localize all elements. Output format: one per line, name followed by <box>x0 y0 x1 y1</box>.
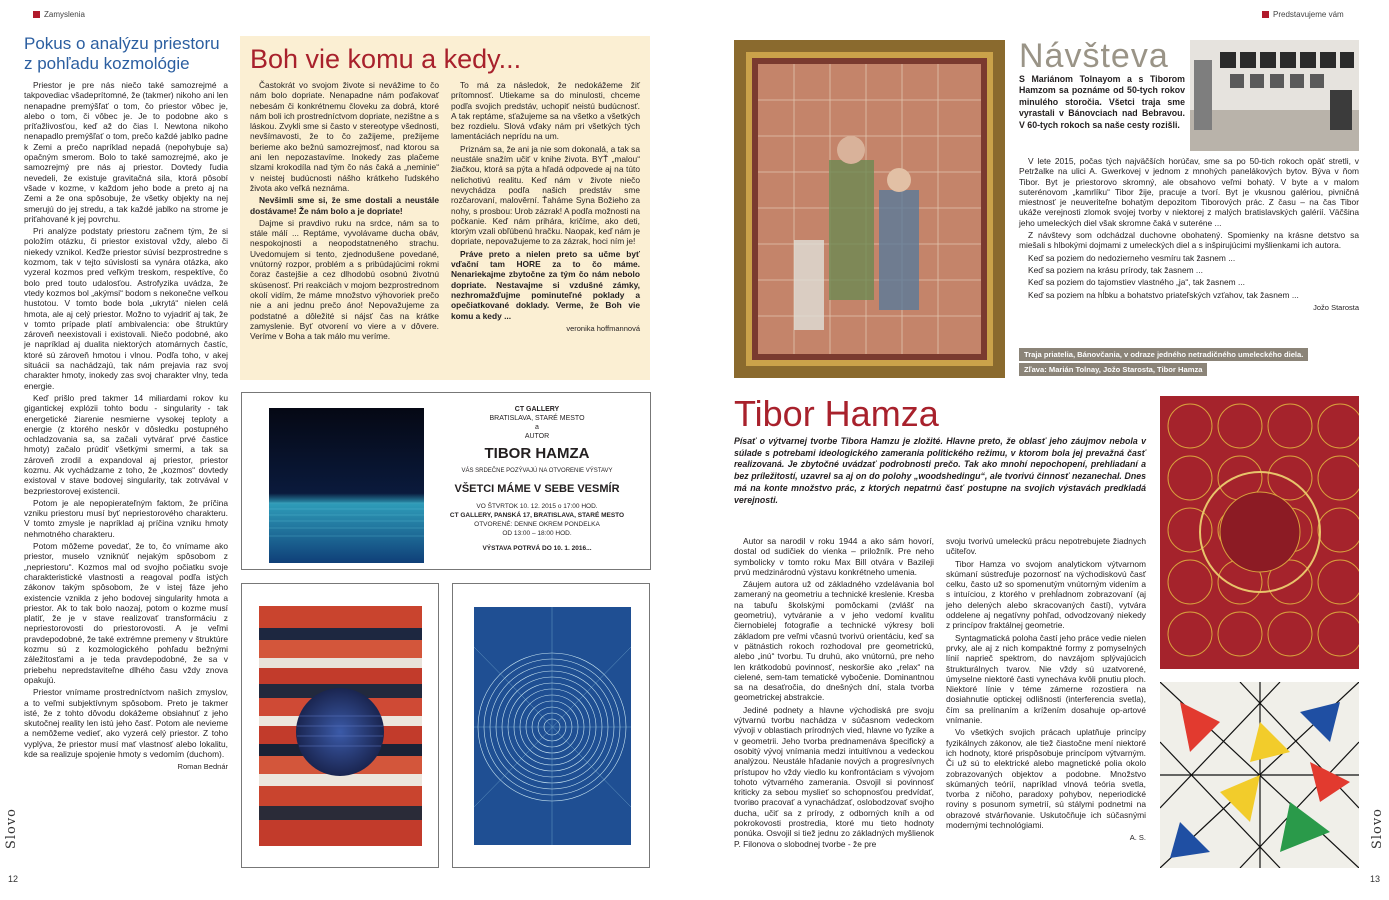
page-number: 12 <box>8 874 19 884</box>
author-signature: Jožo Starosta <box>1313 302 1359 312</box>
invitation-artwork <box>269 408 424 563</box>
artwork-red-circles <box>1160 396 1359 669</box>
artwork-red-sphere <box>259 606 422 846</box>
paragraph: Priznám sa, že ani ja nie som dokonalá, a tak sa neustále snažím učiť v knihe života. BYŤ „malou“ žiačkou, ktorá sa pýta a hľadá odpovede aj na túto nelichotivú realitu. Keď nám v živote niečo nevychádza podľa našich predstáv sme rozčarovaní, malověrní. Ťaháme Syna Božieho za nohy, s prosbou: Urob zázrak! A podľa možnosti na počkanie. Keď nám prihára, kričíme, ako deti, ktorým vzali obľúbenú hračku. Naopak, keď nám je dopriate, nepovažujeme to za zázrak, hoci ním je! <box>451 143 640 247</box>
verse-line: Keď sa poziem na krásu prírody, tak žasnem ... <box>1028 264 1203 275</box>
article-column-2 <box>451 80 640 343</box>
paragraph: Tibor Hamza vo svojom analytickom výtvarnom skúmaní sústreďuje pozornosť na východiskovú časť celku, často už so spomenutým vnútorným videním a s intuíciou, z ktorého v prehĺadnom zobrazovaní (aj jeho delených alebo skracovaných častí), vytvára oddelene aj negatívny pohľad, odvodzovaný niekedy z princípov fraktálnej geometrie. <box>946 558 1146 631</box>
exhibition-invitation <box>241 392 651 570</box>
invitation-line: AUTOR <box>524 433 550 440</box>
photo-gallery-room <box>1190 40 1359 151</box>
article-body <box>24 80 228 771</box>
paragraph: Syntagmatická poloha častí jeho práce vedie nielen prvky, ale aj z nich kompaktné formy z pomyselných línií naprieč spektrom, do navzájom splývajúcich štrukturálnych tvarov. Nie vždy sú uzatvorené, úmyselne niektoré časti vynecháva kvôli pnutiu ploch. Niektoré línie v téme zámerne rozostiera na dosiahnutie optickej odlišnosti (interferencia svetla), čím sa prelínaním a krížením dosahuje op-artové vnímanie. <box>946 632 1146 726</box>
verse-line: Keď sa poziem na hĺbku a bohatstvo priateľských vzťahov, tak žasnem ... <box>1028 289 1299 300</box>
author-signature: A. S. <box>1129 833 1146 843</box>
brand-logo: Slovo <box>4 808 19 850</box>
artwork-frame-2 <box>452 583 650 868</box>
artwork-blue-circles <box>474 607 631 845</box>
paragraph: Jediné podnety a hlavne východiská pre svoju výtvarnú tvorbu nachádza v súčasnom vedeckom vývoji v oblastiach prírodných vied, hlavne vo fyzike a v geometrii. Jeho tvorba prednamenáva špecifický a osobitý vývoj vnímania medzi intuitívnou a vedeckou analýzou. Neustále hľadanie nových a progresívnych prístupov ho vždy viedlo ku konfrontáciam s vývojom tohoto výtvarného zamerania. Osvojil si povinnosť kriticky za sebou myslieť so schopnosťou predvídať, tvoriво pracovať a vynachádzať, oslobodzovať svojho ducha, učiť sa z prírody, z odborných kníh a od pokrokovosti prostredia, ktoré mu tieto hodnoty ponúka. Osvojil si tiež jednu zo základných myšlienok P. Filonova o slobodnej tvorbe - že pre <box>734 704 934 849</box>
paragraph: To má za následok, že nedokážeme žiť prítomnosť. Utiekame sa do minulosti, chceme podľa svojich predstáv, uchopiť neistú budúcnosť. A tak reptáme, sťažujeme sa na všetko a všetkých bez rozdielu. Slová vďaky nám pri všetkých tých lamentáciách neprídu na um. <box>451 80 640 142</box>
paragraph: Autor sa narodil v roku 1944 a ako sám hovorí, dostal od sudičiek do vienka – priložník. Pre neho symbolicky v tomto roku Max Bill otvára v Bazileji prvú medzinárodnú výstavu konkrétneho umenia. <box>734 536 934 577</box>
section-tag-zamyslenia: Zamyslenia <box>33 10 85 19</box>
hamza-column-1 <box>734 536 934 851</box>
photo-caption-2: Zľava: Marián Tolnay, Jožo Starosta, Tibor Hamza <box>1019 363 1207 376</box>
author-signature: Roman Bednár <box>177 762 228 772</box>
verse-line: Keď sa poziem do nedozierneho vesmíru tak žasnem ... <box>1028 252 1236 263</box>
article-title: Boh vie komu a kedy... <box>250 44 522 74</box>
invitation-line: VÝSTAVA POTRVÁ DO 10. 1. 2016... <box>482 545 592 552</box>
invitation-line: VÁS SRDEČNE POZÝVAJÚ NA OTVORENIE VÝSTAVY <box>461 468 613 474</box>
paragraph: Priestor vnímame prostredníctvom našich zmyslov, a to veľmi subjektívnym spôsobom. Preto je takmer isté, že z tohto dôvodu dokážeme obsiahnuť z jeho skutočnej reality len istú jeho časť. Potom ale nevieme a nemôžeme vedieť, ako vyzerá celý priestor. Z toho vyplýva, že priestor musí mať vlastnosť alebo lokalitu, kde sa realizuje spojenie hmoty s vedomím (duchom). <box>24 687 228 759</box>
paragraph: Potom môžeme povedať, že to, čo vnímame ako priestor, muselo vzniknúť nejakým spôsobom z „nepriestoru“. Kozmos mal od svojho počiatku svoje charakteristické vlastnosti a reagoval podľa istých zákonov takým spôsobom, že v istej fáze jeho existencie vznikla z jeho bodovej singularity hmota a priestor. Ak to tak bolo naozaj, potom o kozme musí platiť, že je v stave realizovať transformáciu z nepriestorovosti do priestorovosti. A je veľmi pravdepodobné, že také extrémne premeny v štruktúre kozmu sú z kozmologického pohľadu bežnými záležitosťami a je teda pravdepodobné, že sa v priebehu nepredstaviteľne dlhého času vždy znova opakujú. <box>24 541 228 685</box>
invitation-line: a <box>535 424 539 431</box>
paragraph: Vo všetkých svojich prácach uplatňuje princípy fyzikálnych zákonov, ale tiež čiastočne mení niektoré ich hodnoty, ktoré prispôsobuje princípom výtvarným. Či už sú to elektrické alebo magnetické polia okolo zobrazovaných objektov a podobne. Množstvo skúmaných teórií, napríklad vlnová teória svetla, tvorba z ničoho, paradoxy pohybov, neperiodické roviny s posunom symetrií, sú stálymi podnetmi na obrazové stvárňovanie. Uskutočňuje ich súčasnými modernými technológiami. <box>946 727 1146 831</box>
invitation-exhibition-title: VŠETCI MÁME V SEBE VESMÍR <box>454 483 620 495</box>
invitation-artist-name: TIBOR HAMZA <box>484 445 590 462</box>
article-cosmology <box>24 34 228 771</box>
paragraph: Dajme si pravdivo ruku na srdce, nám sa to stále málí ... Reptáme, vyvolávame ducha obáv, nespokojnosti a neopodstatneného strachu. Uvedomujem si tento, zjednodušene povedané, vnútorný rozpor, problém a s pribúdajúcimi rokmi čoraz častejšie a cez dlhodobú osobnú životnú skúsenosť. Pri reakciách v mojom bezprostrednom okolí vidím, že máme množstvo výhovoriek prečo nie a ani jednu prečo áno! Nepovažujeme za podstatné a dôležité si nájsť čas na krátke zamyslenie. Byť otvorení vo viere a v dôvere. Veríme v Boha a tak málo mu veríme. <box>250 217 439 342</box>
invitation-line: CT GALLERY, PANSKÁ 17, BRATISLAVA, STARÉ MESTO <box>449 512 625 519</box>
paragraph: Záujem autora už od základného vzdelávania bol zameraný na geometriu a technické kreslenie. Kresba na tabuľu školskými pomôckami (zvlášť na geometriu), vytváranie a v jeho vedomí kvalitu čiernobielej fotografie a technické výkresy boli základom pre veľmi včasnú tvorivú orientáciu, keď sa v pätnástich rokoch rozhodoval pre geometrickú, alebo „inú“ tvorbu. Tu druhú, ako vnútornú, pre neho len krátkodobú povinnosť, neskoršie ako „relax“ na cielené, sem-tam tematické vybočenie. Dominantnou sa na desaťročia, do dnešných dní, stala tvorba geometrickej abstrakcie. <box>734 579 934 703</box>
navsteva-body <box>1019 156 1359 312</box>
section-marker-icon <box>1262 11 1269 18</box>
paragraph-bold: Nevšimli sme si, že sme dostali a neustále dostávame! Že nám bolo a je dopriate! <box>250 195 439 216</box>
article-title: Pokus o analýzu priestoru z pohľadu kozmológie <box>24 34 220 73</box>
invitation-line: CT GALLERY <box>514 406 560 413</box>
author-signature: veronika hoffmannová <box>566 323 640 333</box>
invitation-line: OTVORENÉ: DENNE OKREM PONDELKA <box>474 521 600 528</box>
article-boh-box <box>240 36 650 380</box>
article-columns <box>250 80 640 343</box>
brand-logo: Slovo <box>1370 808 1385 850</box>
article-column-1 <box>250 80 439 343</box>
invitation-line: BRATISLAVA, STARÉ MESTO <box>489 415 585 422</box>
hamza-column-2 <box>946 536 1146 842</box>
section-tag-predstavujeme: Predstavujeme vám <box>1262 10 1344 19</box>
verse-line: Keď sa poziem do tajomstiev vlastného „ja“, tak žasnem ... <box>1028 277 1245 288</box>
article-title-hamza: Tibor Hamza <box>734 393 939 434</box>
paragraph: Keď prišlo pred takmer 14 miliardami rokov ku gigantickej explózii tohto bodu - singularity - tak energetické žiarenie nesmierne vysokej teploty a energie (z ktorého neskôr v dôsledku postupného ochladzovania sa, sa začali vytvárať prvé častice hmoty) začalo prúdiť všetkými smermi, a tak sa zároveň zrodil a expandoval aj priestor, priestor kozmu. Ak vychádzame z toho, že „kozmos“ dovtedy existoval v stave bodovej singularity, tak zotrvával v bezpriestorovej existencii. <box>24 392 228 496</box>
paragraph-bold: Práve preto a nielen preto sa učme byť vďační tam HORE za to čo máme. Nenariekajme zbytočne za tým čo nám nebolo dopriate. Nestavajme si vzdušné zámky, nezhromažďujme pominuteľné poklady a opečiatkované doklady. Verme, že Boh vie komu a kedy ... <box>451 248 640 321</box>
article-title-navsteva: Návšteva <box>1019 37 1169 75</box>
invitation-line: OD 13:00 – 18:00 HOD. <box>502 530 572 537</box>
hamza-lead: Písať o výtvarnej tvorbe Tibora Hamzu je zložité. Hlavne preto, že oblasť jeho záujmov nebola v súlade s potrebami ideologického zamerania politického režimu, v ktorom bola jej prevažná časť realizovaná. Je zbytočné uvádzať podrobnosti prečo. Tak ako mnohí nepochopení, prehliadaní a bez príležitostí, uzavrel sa aj on do polohy „woodshedingu“, ale tvorivú činnosť nezanechal. Dnes má na konte množstvo prác, z ktorých nepatrnú časť postupne na svojich výstavách predkladá verejnosti. <box>734 436 1146 505</box>
page-number: 13 <box>1370 874 1381 884</box>
paragraph: Z návštevy som odchádzal duchovne obohatený. Spomienky na krásne detstvo sa miešali s hlbokými dojmami z umeleckých diel a s inšpirujúcimi myšlienkami ich autora. <box>1019 230 1359 251</box>
invitation-line: VO ŠTVRTOK 10. 12. 2015 o 17:00 HOD. <box>476 503 598 510</box>
paragraph: Potom je ale nepopierateľným faktom, že príčina vzniku priestoru musí byť nepriestorového charakteru. V tomto zmysle je napríklad aj príčina vzniku hmoty nehmotného charakteru. <box>24 497 228 539</box>
navsteva-lead: S Mariánom Tolnayom a s Tiborom Hamzom sa poznáme od 50-tych rokov minulého storočia. Všetci traja sme vyrastali v Bánovciach nad Bebravou. V 60-tych rokoch sa naše cesty rozišli. <box>1019 74 1185 130</box>
artwork-frame-1 <box>241 583 439 868</box>
photo-mirror-reflection <box>734 40 1005 378</box>
paragraph: V lete 2015, počas tých najväčších horúčav, sme sa po 50-tich rokoch opäť stretli, v Petržalke na ulici A. Gwerkovej v jednom z mnohých panelákových bytov. Býva v ňom Tibor. Byt je priestorovo skromný, ale obsahovo veľmi bohatý. V byte a v malom suterénovom „kamrlíku“ Tibor žije, pracuje a tvorí. Byt je vkusnou galériou, pivničná miestnosť je neuveriteľne bohatým depozitom Tiborových prác. Z času – na čas Tibor ukáže verejnosti zlomok svojej tvorby v niektorej z malých bratislavských galérií. Väčšina jeho umeleckých diel však skromne čaká v suteréne ... <box>1019 156 1359 228</box>
artwork-triangles <box>1160 682 1359 868</box>
section-marker-icon <box>33 11 40 18</box>
paragraph: Priestor je pre nás niečo také samozrejmé a takpovediac všadeprítomné, že (takmer) nikoho ani len nenapadne premýšľať o tom, čo priestor vôbec je, alebo o tom, či vôbec je. Je to podobne ako s príťažlivosťou, keď až do čias I. Newtona nikoho nenapadlo premýšľať o tom, prečo každé jablko padne k Zemi a prečo napríklad nepadá (nepohybuje sa) opačným smerom. Bolo to také samozrejmé, ako je samozrejmý pre nás aj priestor. Dovtedy ľudia nevedeli, že existuje gravitačná sila, ktorá pôsobí všade v kozme, v každom jeho bode a preto aj na Zemi a že ona spôsobuje, že všetky objekty na nej smerujú do jej stredu, a tak každé jablko na strome je priťahované k jej povrchu. <box>24 80 228 224</box>
paragraph: Pri analýze podstaty priestoru začnem tým, že si položím otázku, či priestor existoval vždy, alebo či niekedy vznikol. Keďže priestor súvisí bezprostredne s kozmom, tak v tejto súvislosti sa vynára otázka, ako vyzeral kozmos pred veľkým treskom, respektíve, čo bolo pred touto udalosťou. Astrofyzika uvádza, že vtedy kozmos bol „akýmsi“ bodom s nekonečne veľkou hustotou. V tomto bode bola „ukrytá“ nielen celá hmota, ale aj celý priestor. Možno to vyjadriť aj tak, že v tomto prípade platí ambivalencia: obe štruktúry zároveň neexistovali i existovali. Niečo podobné, ako je napríklad aj dualita niektorých atomárnych častíc, ktoré sú zároveň hmotou i vlnou. Podľa toho, v akej situácii sa nachádzajú, tak nám prejavia raz svoj charakter hmoty, inokedy zas svoj charakter vlny, teda energie. <box>24 226 228 391</box>
photo-caption-1: Traja priatelia, Bánovčania, v odraze jedného netradičného umeleckého diela. <box>1019 348 1308 361</box>
invitation-text <box>432 405 642 553</box>
paragraph: svoju tvorivú umeleckú prácu nepotrebujete žiadnych učiteľov. <box>946 536 1146 557</box>
paragraph: Častokrát vo svojom živote si nevážime to čo nám bolo dopriate. Nenapadne nám poďakovať nebesám či konkrétnemu človeku za dobrá, ktoré nám boli ich prostredníctvom dopriate, nezištne a s láskou. Zvykli sme si často v stereotype všednosti, nevšímavosti, že to čo zažijeme, prežijeme berieme ako bežnú samozrejmosť, nad ktorou sa ani len nepozastavíme. Inokedy zas plačeme slzami krokodíla nad tým čo nás čaká a „neminie“ v neistej budúcnosti nášho krátkeho ľudského života ako veľká neznáma. <box>250 80 439 193</box>
